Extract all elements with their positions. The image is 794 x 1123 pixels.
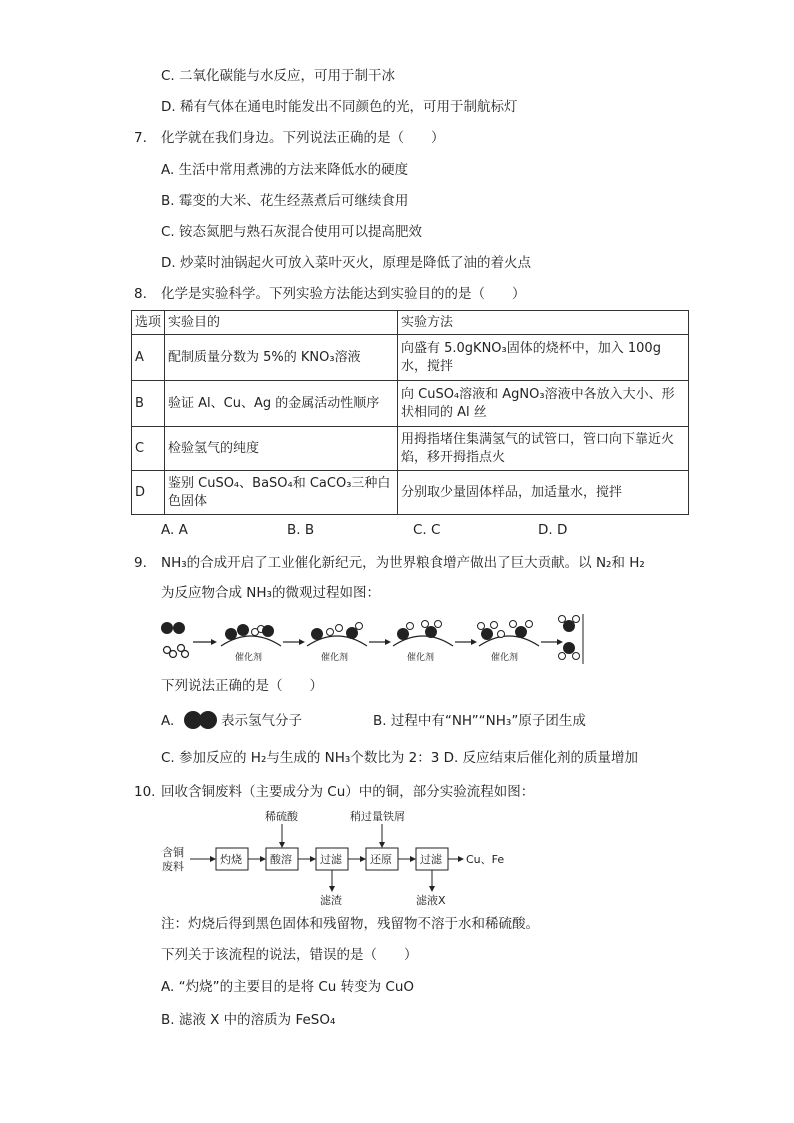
q9-option-b: B. 过程中有“NH”“NH₃”原子团生成 [373,713,586,729]
q10-option-a: A. “灼烧”的主要目的是将 Cu 转变为 CuO [161,979,415,995]
flow-reagent-iron: 稍过量铁屑 [350,810,405,823]
table-cell-method: 分别取少量固体样品，加适量水，搅拌 [398,471,689,515]
q9-stem-line1: NH₃的合成开启了工业催化新纪元，为世界粮食增产做出了巨大贡献。以 N₂和 H₂ [161,555,645,571]
flow-filtrate-x: 滤液X [416,894,446,907]
q10-number: 10. [134,784,156,800]
q7-option-a: A. 生活中常用煮沸的方法来降低水的硬度 [161,162,409,178]
table-cell-purpose: 配制质量分数为 5%的 KNO₃溶液 [165,335,398,381]
table-cell-option: A [132,335,165,381]
table-cell-method: 向盛有 5.0gKNO₃固体的烧杯中，加入 100g 水，搅拌 [398,335,689,381]
flow-step-reduce: 还原 [370,853,392,866]
q9-option-a-prefix: A. [161,713,175,729]
q8-stem: 化学是实验科学。下列实验方法能达到实验目的的是（ ） [161,286,526,302]
q7-stem: 化学就在我们身边。下列说法正确的是（ ） [161,130,445,146]
table-header-option: 选项 [132,311,165,335]
experiment-table [131,310,689,515]
table-cell-option: D [132,471,165,515]
q8-option-b: B. B [287,522,315,538]
catalyst-label: 催化剂 [491,653,519,663]
catalyst-label: 催化剂 [321,653,349,663]
table-row [132,427,689,471]
flow-input-line2: 废料 [162,860,184,873]
table-row [132,471,689,515]
catalyst-label: 催化剂 [235,653,263,663]
stage-combination [393,621,453,664]
q8-option-c: C. C [413,522,441,538]
stage-products [559,614,584,664]
q6-option-c: C. 二氧化碳能与水反应，可用于制干冰 [161,68,396,84]
copper-recovery-flowchart [160,806,510,910]
flow-step-roast: 灼烧 [220,853,242,866]
flow-step-filter2: 过滤 [420,853,442,866]
stage-dissociation [307,623,367,664]
q9-stem-line2: 为反应物合成 NH₃的微观过程如图： [161,585,380,601]
table-cell-method: 向 CuSO₄溶液和 AgNO₃溶液中各放入大小、形状相同的 Al 丝 [398,381,689,427]
q8-option-d: D. D [538,522,568,538]
stage-reactants [161,622,189,658]
flow-step-acid: 酸溶 [270,853,292,866]
hydrogen-molecule-icon [183,709,219,731]
table-cell-purpose: 鉴别 CuSO₄、BaSO₄和 CaCO₃三种白色固体 [165,471,398,515]
q8-option-a: A. A [161,522,188,538]
ammonia-synthesis-diagram [155,612,587,668]
catalyst-label: 催化剂 [407,653,435,663]
arrow-icon [283,639,305,645]
q9-option-cd: C. 参加反应的 H₂与生成的 NH₃个数比为 2：3 D. 反应结束后催化剂的质量增加 [161,750,639,766]
flow-step-filter1: 过滤 [320,853,342,866]
arrow-icon [541,639,563,645]
table-cell-option: B [132,381,165,427]
q10-stem: 回收含铜废料（主要成分为 Cu）中的铜，部分实验流程如图： [161,784,535,800]
q9-option-a-text: 表示氢气分子 [221,713,302,729]
table-header-purpose: 实验目的 [165,311,398,335]
stage-nh3-formed [478,621,540,664]
table-cell-method: 用拇指堵住集满氢气的试管口，管口向下靠近火焰，移开拇指点火 [398,427,689,471]
table-row [132,381,689,427]
q10-option-b: B. 滤液 X 中的溶质为 FeSO₄ [161,1012,336,1028]
q6-option-d: D. 稀有气体在通电时能发出不同颜色的光，可用于制航标灯 [161,99,518,115]
arrow-icon [193,639,217,645]
flow-reagent-h2so4: 稀硫酸 [265,810,298,823]
q7-option-c: C. 铵态氮肥与熟石灰混合使用可以提高肥效 [161,224,423,240]
q8-number: 8. [134,286,147,302]
table-row [132,335,689,381]
q9-question: 下列说法正确的是（ ） [161,678,323,694]
flow-input-line1: 含铜 [162,846,184,859]
q10-question: 下列关于该流程的说法，错误的是（ ） [161,947,418,963]
q10-note: 注：灼烧后得到黑色固体和残留物，残留物不溶于水和稀硫酸。 [161,916,539,932]
table-cell-purpose: 检验氢气的纯度 [165,427,398,471]
stage-adsorption [221,624,281,663]
table-header-method: 实验方法 [398,311,689,335]
table-cell-option: C [132,427,165,471]
table-cell-purpose: 验证 Al、Cu、Ag 的金属活动性顺序 [165,381,398,427]
arrow-icon [455,639,477,645]
q7-option-b: B. 霉变的大米、花生经蒸煮后可继续食用 [161,193,409,209]
q7-option-d: D. 炒菜时油锅起火可放入菜叶灭火，原理是降低了油的着火点 [161,255,531,271]
q7-number: 7. [134,130,147,146]
q9-number: 9. [134,555,147,571]
flow-residue: 滤渣 [320,894,342,907]
arrow-icon [369,639,391,645]
flow-output: Cu、Fe [466,853,505,866]
table-header-row [132,311,689,335]
